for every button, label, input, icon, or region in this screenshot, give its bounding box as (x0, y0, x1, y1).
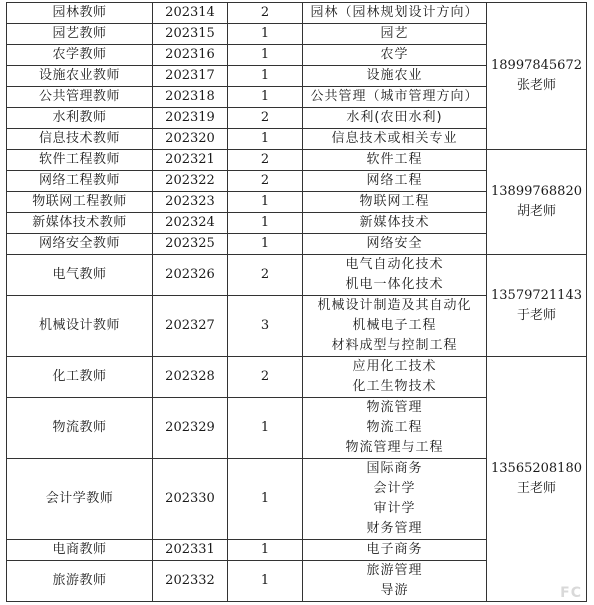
position-title: 化工教师 (7, 357, 153, 398)
major-requirement: 软件工程 (303, 150, 487, 171)
position-code: 202322 (153, 171, 228, 192)
position-title: 机械设计教师 (7, 296, 153, 357)
headcount: 2 (228, 357, 303, 398)
position-code: 202324 (153, 213, 228, 234)
contact-person: 胡老师 (516, 204, 556, 219)
position-title: 园林教师 (7, 3, 153, 24)
table-row (7, 357, 587, 398)
headcount: 2 (228, 3, 303, 24)
headcount: 1 (228, 561, 303, 602)
major-requirement: 旅游管理 导游 (303, 561, 487, 602)
position-code: 202328 (153, 357, 228, 398)
position-title: 物流教师 (7, 398, 153, 459)
table-row (7, 3, 587, 24)
headcount: 1 (228, 45, 303, 66)
position-code: 202327 (153, 296, 228, 357)
position-title: 农学教师 (7, 45, 153, 66)
major-requirement: 网络工程 (303, 171, 487, 192)
position-code: 202332 (153, 561, 228, 602)
position-code: 202326 (153, 255, 228, 296)
position-code: 202325 (153, 234, 228, 255)
headcount: 2 (228, 255, 303, 296)
major-requirement: 园林（园林规划设计方向） (303, 3, 487, 24)
position-title: 网络工程教师 (7, 171, 153, 192)
position-title: 物联网工程教师 (7, 192, 153, 213)
headcount: 2 (228, 108, 303, 129)
position-title: 会计学教师 (7, 459, 153, 540)
position-code: 202329 (153, 398, 228, 459)
headcount: 1 (228, 66, 303, 87)
position-code: 202331 (153, 540, 228, 561)
major-requirement: 新媒体技术 (303, 213, 487, 234)
position-code: 202320 (153, 129, 228, 150)
position-code: 202317 (153, 66, 228, 87)
position-title: 软件工程教师 (7, 150, 153, 171)
contact-cell (487, 357, 587, 602)
position-code: 202315 (153, 24, 228, 45)
headcount: 1 (228, 540, 303, 561)
position-code: 202323 (153, 192, 228, 213)
position-code: 202318 (153, 87, 228, 108)
major-requirement: 电子商务 (303, 540, 487, 561)
contact-phone: 13899768820 (491, 184, 582, 199)
major-requirement: 应用化工技术 化工生物技术 (303, 357, 487, 398)
position-title: 电商教师 (7, 540, 153, 561)
major-requirement: 物联网工程 (303, 192, 487, 213)
headcount: 1 (228, 234, 303, 255)
headcount: 1 (228, 129, 303, 150)
position-title: 信息技术教师 (7, 129, 153, 150)
contact-person: 张老师 (516, 78, 556, 93)
position-title: 公共管理教师 (7, 87, 153, 108)
major-requirement: 物流管理 物流工程 物流管理与工程 (303, 398, 487, 459)
headcount: 1 (228, 213, 303, 234)
position-title: 水利教师 (7, 108, 153, 129)
major-requirement: 公共管理（城市管理方向） (303, 87, 487, 108)
major-requirement: 园艺 (303, 24, 487, 45)
major-requirement: 信息技术或相关专业 (303, 129, 487, 150)
position-title: 园艺教师 (7, 24, 153, 45)
position-title: 网络安全教师 (7, 234, 153, 255)
table-row (7, 255, 587, 296)
position-title: 新媒体技术教师 (7, 213, 153, 234)
headcount: 1 (228, 192, 303, 213)
major-requirement: 电气自动化技术 机电一体化技术 (303, 255, 487, 296)
major-requirement: 水利(农田水利) (303, 108, 487, 129)
position-code: 202316 (153, 45, 228, 66)
watermark-logo: FC (560, 585, 582, 601)
position-code: 202330 (153, 459, 228, 540)
position-title: 电气教师 (7, 255, 153, 296)
position-code: 202314 (153, 3, 228, 24)
headcount: 1 (228, 87, 303, 108)
contact-person: 于老师 (516, 307, 556, 323)
major-requirement: 机械设计制造及其自动化 机械电子工程 材料成型与控制工程 (303, 296, 487, 357)
headcount: 3 (228, 296, 303, 357)
contact-cell (487, 255, 587, 357)
position-title: 设施农业教师 (7, 66, 153, 87)
contact-phone: 13579721143 (491, 287, 582, 303)
contact-person: 王老师 (516, 481, 556, 496)
major-requirement: 设施农业 (303, 66, 487, 87)
position-code: 202319 (153, 108, 228, 129)
headcount: 1 (228, 459, 303, 540)
major-requirement: 网络安全 (303, 234, 487, 255)
headcount: 1 (228, 398, 303, 459)
contact-cell (487, 150, 587, 255)
table-row (7, 150, 587, 171)
headcount: 2 (228, 150, 303, 171)
headcount: 2 (228, 171, 303, 192)
headcount: 1 (228, 24, 303, 45)
position-title: 旅游教师 (7, 561, 153, 602)
major-requirement: 农学 (303, 45, 487, 66)
position-code: 202321 (153, 150, 228, 171)
contact-cell (487, 3, 587, 150)
contact-phone: 13565208180 (491, 461, 582, 476)
major-requirement: 国际商务 会计学 审计学 财务管理 (303, 459, 487, 540)
recruitment-table (6, 2, 587, 602)
contact-phone: 18997845672 (491, 58, 582, 73)
